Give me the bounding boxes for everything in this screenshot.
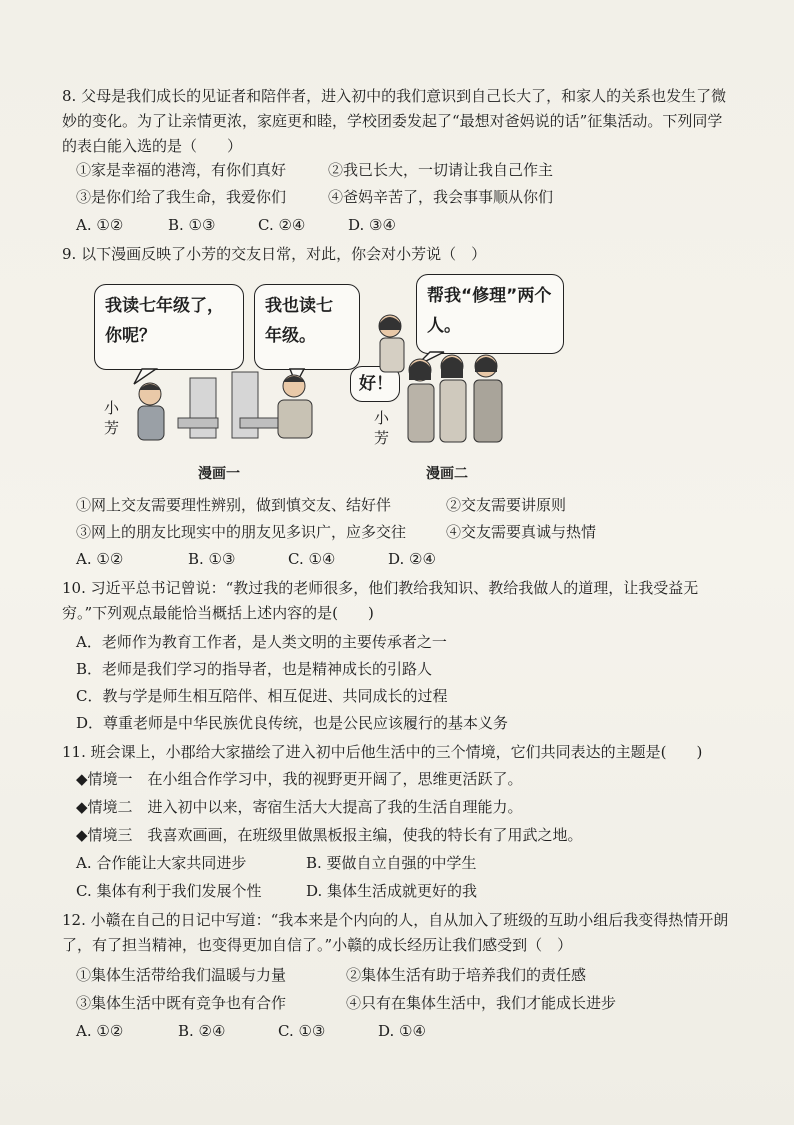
q9-choice-a: A. ①② bbox=[76, 550, 124, 568]
q10-choice-a: A．老师作为教育工作者，是人类文明的主要传承者之一 bbox=[76, 633, 447, 651]
question-8-stem: 8. 父母是我们成长的见证者和陪伴者，进入初中的我们意识到自己长大了，和家人的关系也发生了微妙的变化。为了让亲情更浓，家庭更和睦，学校团委发起了“最想对爸妈说的话”征集活动。下列同学的表白能入选的是（ ） bbox=[62, 87, 727, 155]
q9-choice-b: B. ①③ bbox=[188, 550, 236, 568]
q12-choice-a: A. ①② bbox=[76, 1022, 124, 1040]
question-12-stem: 12. 小赣在自己的日记中写道：“我本来是个内向的人，自从加入了班级的互助小组后我变得热情开朗了，有了担当精神，也变得更加自信了。”小赣的成长经历让我们感受到（ ） bbox=[62, 911, 729, 954]
comic2-name-xiaofang: 小芳 bbox=[374, 409, 390, 447]
q8-option-1: ①家是幸福的港湾，有你们真好 bbox=[76, 161, 287, 179]
q8-choice-d: D. ③④ bbox=[348, 216, 396, 234]
q12-choice-b: B. ②④ bbox=[178, 1022, 226, 1040]
q11-scenario-2: ◆情境二 进入初中以来，寄宿生活大大提高了我的生活自理能力。 bbox=[76, 798, 523, 816]
q9-choice-d: D. ②④ bbox=[388, 550, 436, 568]
q9-option-2: ②交友需要讲原则 bbox=[446, 496, 567, 514]
q8-choice-a: A. ①② bbox=[76, 216, 124, 234]
q9-option-1: ①网上交友需要理性辨别，做到慎交友、结好伴 bbox=[76, 496, 392, 514]
q12-option-3: ③集体生活中既有竞争也有合作 bbox=[76, 994, 287, 1012]
q9-choice-c: C. ①④ bbox=[288, 550, 336, 568]
q8-choice-c: C. ②④ bbox=[258, 216, 306, 234]
q11-choice-b: B. 要做自立自强的中学生 bbox=[306, 854, 477, 872]
comic2-bubble-small: 好！ bbox=[350, 366, 400, 402]
q11-scenario-3: ◆情境三 我喜欢画画，在班级里做黑板报主编，使我的特长有了用武之地。 bbox=[76, 826, 583, 844]
q12-option-4: ④只有在集体生活中，我们才能成长进步 bbox=[346, 994, 617, 1012]
comic1-name-xiaofang: 小芳 bbox=[104, 399, 120, 437]
question-9-stem: 9. 以下漫画反映了小芳的交友日常，对此，你会对小芳说（ ） bbox=[62, 245, 487, 263]
q9-option-4: ④交友需要真诚与热情 bbox=[446, 523, 597, 541]
q10-choice-b: B．老师是我们学习的指导者，也是精神成长的引路人 bbox=[76, 660, 433, 678]
comic1-bubble-right: 我也读七年级。 bbox=[254, 284, 360, 370]
q12-option-2: ②集体生活有助于培养我们的责任感 bbox=[346, 966, 587, 984]
q11-choice-d: D. 集体生活成就更好的我 bbox=[306, 882, 478, 900]
question-10-stem: 10. 习近平总书记曾说：“教过我的老师很多，他们教给我知识、教给我做人的道理，让我受益无穷。”下列观点最能恰当概括上述内容的是( ) bbox=[62, 579, 699, 622]
q11-choice-a: A. 合作能让大家共同进步 bbox=[76, 854, 247, 872]
comic1-bubble-left: 我读七年级了，你呢？ bbox=[94, 284, 244, 370]
q9-option-3: ③网上的朋友比现实中的朋友见多识广，应多交往 bbox=[76, 523, 407, 541]
q11-scenario-1: ◆情境一 在小组合作学习中，我的视野更开阔了，思维更活跃了。 bbox=[76, 770, 523, 788]
comic-figure bbox=[90, 268, 590, 486]
comic1-caption: 漫画一 bbox=[198, 466, 240, 482]
question-11-stem: 11. 班会课上，小郡给大家描绘了进入初中后他生活中的三个情境，它们共同表达的主题是( ) bbox=[62, 743, 703, 761]
comic-drawing bbox=[90, 268, 590, 486]
q11-choice-c: C. 集体有利于我们发展个性 bbox=[76, 882, 262, 900]
comic2-scene bbox=[379, 315, 502, 442]
q12-choice-d: D. ①④ bbox=[378, 1022, 426, 1040]
q8-choice-b: B. ①③ bbox=[168, 216, 216, 234]
q8-option-3: ③是你们给了我生命，我爱你们 bbox=[76, 188, 287, 206]
q8-option-4: ④爸妈辛苦了，我会事事顺从你们 bbox=[328, 188, 554, 206]
comic2-bubble-big: 帮我“修理”两个人。 bbox=[416, 274, 564, 354]
comic2-caption: 漫画二 bbox=[426, 466, 468, 482]
comic1-scene bbox=[138, 372, 312, 440]
q8-option-2: ②我已长大，一切请让我自己作主 bbox=[328, 161, 554, 179]
q10-choice-d: D．尊重老师是中华民族优良传统，也是公民应该履行的基本义务 bbox=[76, 714, 509, 732]
q12-option-1: ①集体生活带给我们温暖与力量 bbox=[76, 966, 287, 984]
q12-choice-c: C. ①③ bbox=[278, 1022, 326, 1040]
q10-choice-c: C．教与学是师生相互陪伴、相互促进、共同成长的过程 bbox=[76, 687, 448, 705]
